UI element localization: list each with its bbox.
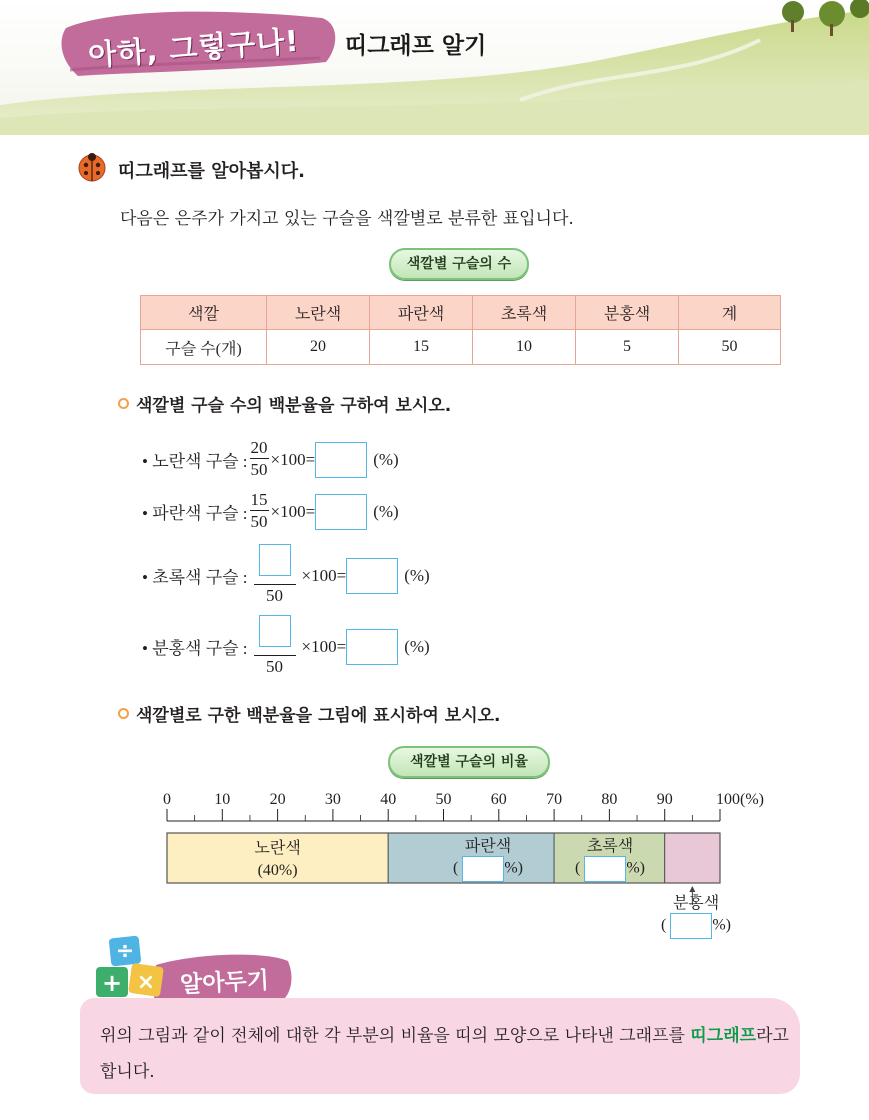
answer-box-yellow[interactable]	[315, 442, 367, 478]
tick-label: 70	[546, 791, 563, 808]
tick-label: 20	[269, 791, 286, 808]
calc-label: • 노란색 구슬 :	[142, 452, 248, 471]
tip-text-before: 위의 그림과 같이 전체에 대한 각 부분의 비율을 띠의 모양으로 나타낸 그래프를	[100, 1026, 691, 1046]
segment-name: 파란색	[464, 838, 512, 855]
segment-value	[648, 913, 744, 939]
calc-blue	[142, 490, 399, 533]
tick-label: 90	[656, 791, 673, 808]
table-header-row	[141, 296, 781, 330]
calc-operator: ×100=	[301, 565, 347, 585]
table-row	[141, 330, 781, 365]
calc-operator: ×100=	[270, 501, 316, 521]
tick-label: 40	[380, 791, 397, 808]
table-header-cell: 노란색	[267, 296, 370, 330]
table-header-cell: 초록색	[473, 296, 576, 330]
tick-label: 0	[163, 791, 171, 808]
green-segment-label	[568, 833, 652, 882]
answer-box-strip-green[interactable]	[584, 856, 626, 882]
table-cell: 구슬 수(개)	[141, 330, 267, 365]
page-title: 띠그래프 알기	[345, 33, 487, 59]
table-cell: 50	[679, 330, 781, 365]
tick-label: 100(%)	[716, 791, 764, 808]
fraction-denominator: 50	[266, 657, 284, 676]
paren-close: %)	[504, 859, 523, 877]
blue-segment-label	[433, 833, 543, 882]
yellow-segment-name: 노란색	[254, 840, 301, 857]
answer-box-green[interactable]	[346, 558, 398, 594]
segment-name: 초록색	[586, 838, 634, 855]
question-strip: 색깔별로 구한 백분율을 그림에 표시하여 보시오.	[136, 706, 501, 726]
plus-icon: +	[101, 969, 123, 997]
table-cell: 20	[267, 330, 370, 365]
fraction-numerator	[254, 615, 296, 656]
paren-close: %)	[712, 916, 731, 934]
table-header-cell: 분홍색	[576, 296, 679, 330]
calc-operator: ×100=	[270, 449, 316, 469]
table-header-cell: 파란색	[370, 296, 473, 330]
segment-name: 분홍색	[672, 895, 720, 912]
strip-graph-title: 색깔별 구슬의 비율	[388, 746, 550, 778]
answer-box-strip-pink[interactable]	[670, 913, 712, 939]
yellow-segment-value: (40%)	[257, 862, 298, 879]
fraction-numerator: 20	[250, 438, 268, 457]
numerator-box-pink[interactable]	[259, 615, 291, 647]
ladybug-icon	[77, 152, 107, 182]
paren-open: (	[575, 859, 581, 877]
section-heading: 띠그래프를 알아봅시다.	[118, 161, 305, 182]
fraction	[250, 438, 269, 481]
orange-bullet-icon	[118, 708, 129, 719]
calc-pink	[142, 615, 430, 678]
tip-text-after: 라고 합니다.	[100, 1026, 789, 1082]
paren-open: (	[661, 916, 667, 934]
calc-green	[142, 544, 430, 607]
table-title: 색깔별 구슬의 수	[389, 248, 529, 280]
segment-value	[433, 856, 543, 882]
fraction-numerator	[254, 544, 296, 585]
tick-label: 10	[214, 791, 231, 808]
tick-label: 30	[324, 791, 341, 808]
calc-label: • 분홍색 구슬 :	[142, 639, 248, 658]
strip-segment-3	[665, 833, 720, 883]
calc-label: • 초록색 구슬 :	[142, 568, 248, 587]
tick-label: 80	[601, 791, 618, 808]
fraction	[254, 544, 296, 607]
fraction-numerator: 15	[250, 490, 268, 509]
fraction	[254, 615, 296, 678]
answer-box-blue[interactable]	[315, 494, 367, 530]
fraction-denominator: 50	[250, 460, 268, 479]
calc-yellow	[142, 438, 399, 481]
banner-title: 아하, 그렇구나!	[87, 23, 301, 73]
paren-close: %)	[626, 859, 645, 877]
percent-unit: (%)	[373, 449, 399, 469]
fraction	[250, 490, 269, 533]
question-percent: 색깔별 구슬 수의 백분율을 구하여 보시오.	[136, 396, 452, 416]
numerator-box-green[interactable]	[259, 544, 291, 576]
percent-unit: (%)	[404, 636, 430, 656]
segment-value	[568, 856, 652, 882]
marble-count-table	[140, 295, 781, 365]
percent-unit: (%)	[373, 501, 399, 521]
tip-highlight-term: 띠그래프	[690, 1026, 757, 1046]
tick-label: 60	[490, 791, 507, 808]
orange-bullet-icon	[118, 398, 129, 409]
fraction-denominator: 50	[266, 586, 284, 605]
answer-box-pink[interactable]	[346, 629, 398, 665]
answer-box-strip-blue[interactable]	[462, 856, 504, 882]
table-header-cell: 색깔	[141, 296, 267, 330]
calc-operator: ×100=	[301, 636, 347, 656]
fraction-denominator: 50	[250, 512, 268, 531]
calc-label: • 파란색 구슬 :	[142, 504, 248, 523]
divide-icon: ÷	[115, 939, 135, 964]
table-header-cell: 계	[679, 296, 781, 330]
table-cell: 15	[370, 330, 473, 365]
table-cell: 10	[473, 330, 576, 365]
paren-open: (	[453, 859, 459, 877]
pink-segment-label	[648, 890, 744, 939]
table-cell: 5	[576, 330, 679, 365]
times-icon: ×	[136, 970, 156, 995]
percent-unit: (%)	[404, 565, 430, 585]
intro-text: 다음은 은주가 가지고 있는 구슬을 색깔별로 분류한 표입니다.	[120, 209, 574, 229]
page-header	[0, 0, 869, 135]
tip-title: 알아두기	[179, 967, 270, 999]
tip-text	[100, 1018, 790, 1090]
tick-label: 50	[435, 791, 452, 808]
